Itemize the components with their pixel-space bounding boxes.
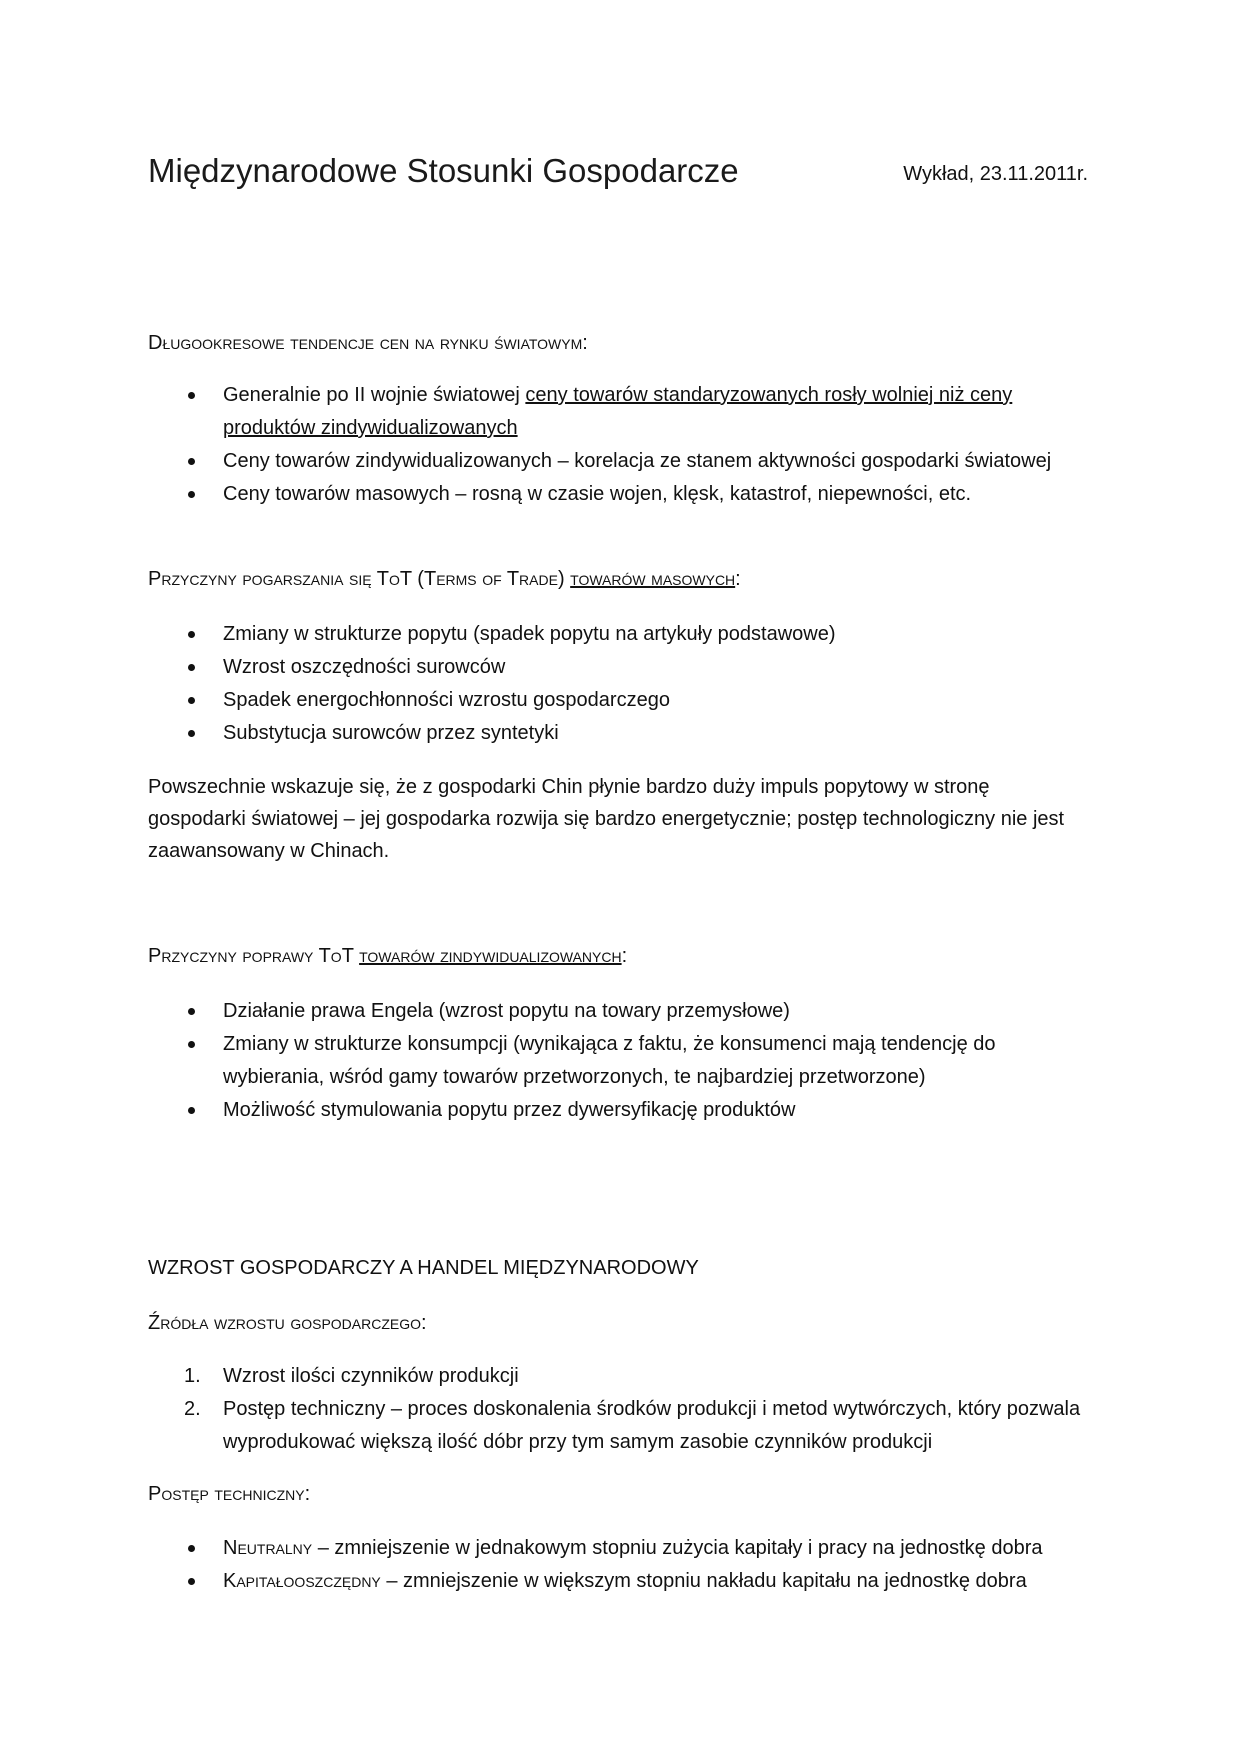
list-number: 1. <box>184 1365 201 1387</box>
underlined-text: ceny towarów standaryzowanych rosły wolniej niż ceny produktów zindywidualizowanych <box>223 384 1013 439</box>
list-item: Możliwość stymulowania popytu przez dywersyfikację produktów <box>148 1094 1088 1127</box>
list-item: Ceny towarów zindywidualizowanych – korelacja ze stanem aktywności gospodarki światowej <box>148 445 1088 478</box>
list-item: Zmiany w strukturze konsumpcji (wynikająca z faktu, że konsumenci mają tendencję do wybierania, wśród gamy towarów przetworzonych, te najbardziej przetworzone) <box>148 1028 1088 1094</box>
list-item: Generalnie po II wojnie światowej ceny towarów standaryzowanych rosły wolniej niż ceny produktów zindywidualizowanych <box>148 379 1088 445</box>
section-heading-zrodla: Źródła wzrostu gospodarczego: <box>148 1312 427 1334</box>
list-item: 2. Postęp techniczny – proces doskonalenia środków produkcji i metod wytwórczych, który pozwala wyprodukować większą ilość dóbr przy tym samym zasobie czynników produkcji <box>148 1393 1088 1459</box>
term-label: Kapitałooszczędny <box>223 1570 381 1592</box>
postep-list <box>148 1532 1088 1598</box>
list-item: Wzrost oszczędności surowców <box>148 651 1088 684</box>
lecture-date: Wykład, 23.11.2011r. <box>903 163 1088 185</box>
term-label: Neutralny <box>223 1537 313 1559</box>
poprawa-list <box>148 995 1088 1127</box>
document-title: Międzynarodowe Stosunki Gospodarcze <box>148 152 739 189</box>
pogarszanie-list <box>148 618 1088 750</box>
list-item: 1. Wzrost ilości czynników produkcji <box>148 1360 1088 1393</box>
section-heading-wzrost: WZROST GOSPODARCZY A HANDEL MIĘDZYNARODOWY <box>148 1257 699 1279</box>
section-heading-postep: Postęp techniczny: <box>148 1483 311 1505</box>
list-number: 2. <box>184 1398 201 1420</box>
section-heading-tendencje: Długookresowe tendencje cen na rynku światowym: <box>148 332 588 354</box>
list-item: Zmiany w strukturze popytu (spadek popytu na artykuły podstawowe) <box>148 618 1088 651</box>
list-item: Substytucja surowców przez syntetyki <box>148 717 1088 750</box>
china-paragraph: Powszechnie wskazuje się, że z gospodarki Chin płynie bardzo duży impuls popytowy w stronę gospodarki światowej – jej gospodarka rozwija się bardzo energetycznie; postęp technologiczny nie jest zaawansowany w Chinach. <box>148 776 1065 862</box>
list-item: Kapitałooszczędny – zmniejszenie w większym stopniu nakładu kapitału na jednostkę dobra <box>148 1565 1088 1598</box>
list-item: Spadek energochłonności wzrostu gospodarczego <box>148 684 1088 717</box>
section-heading-pogarszanie: Przyczyny pogarszania się ToT (Terms of Trade) towarów masowych: <box>148 568 741 590</box>
section-heading-poprawa: Przyczyny poprawy ToT towarów zindywidualizowanych: <box>148 945 628 967</box>
list-item: Działanie prawa Engela (wzrost popytu na towary przemysłowe) <box>148 995 1088 1028</box>
list-item: Neutralny – zmniejszenie w jednakowym stopniu zużycia kapitały i pracy na jednostkę dobra <box>148 1532 1088 1565</box>
title-row <box>148 146 1088 196</box>
zrodla-list <box>148 1360 1088 1459</box>
tendencje-list <box>148 379 1088 511</box>
list-item: Ceny towarów masowych – rosną w czasie wojen, klęsk, katastrof, niepewności, etc. <box>148 478 1088 511</box>
